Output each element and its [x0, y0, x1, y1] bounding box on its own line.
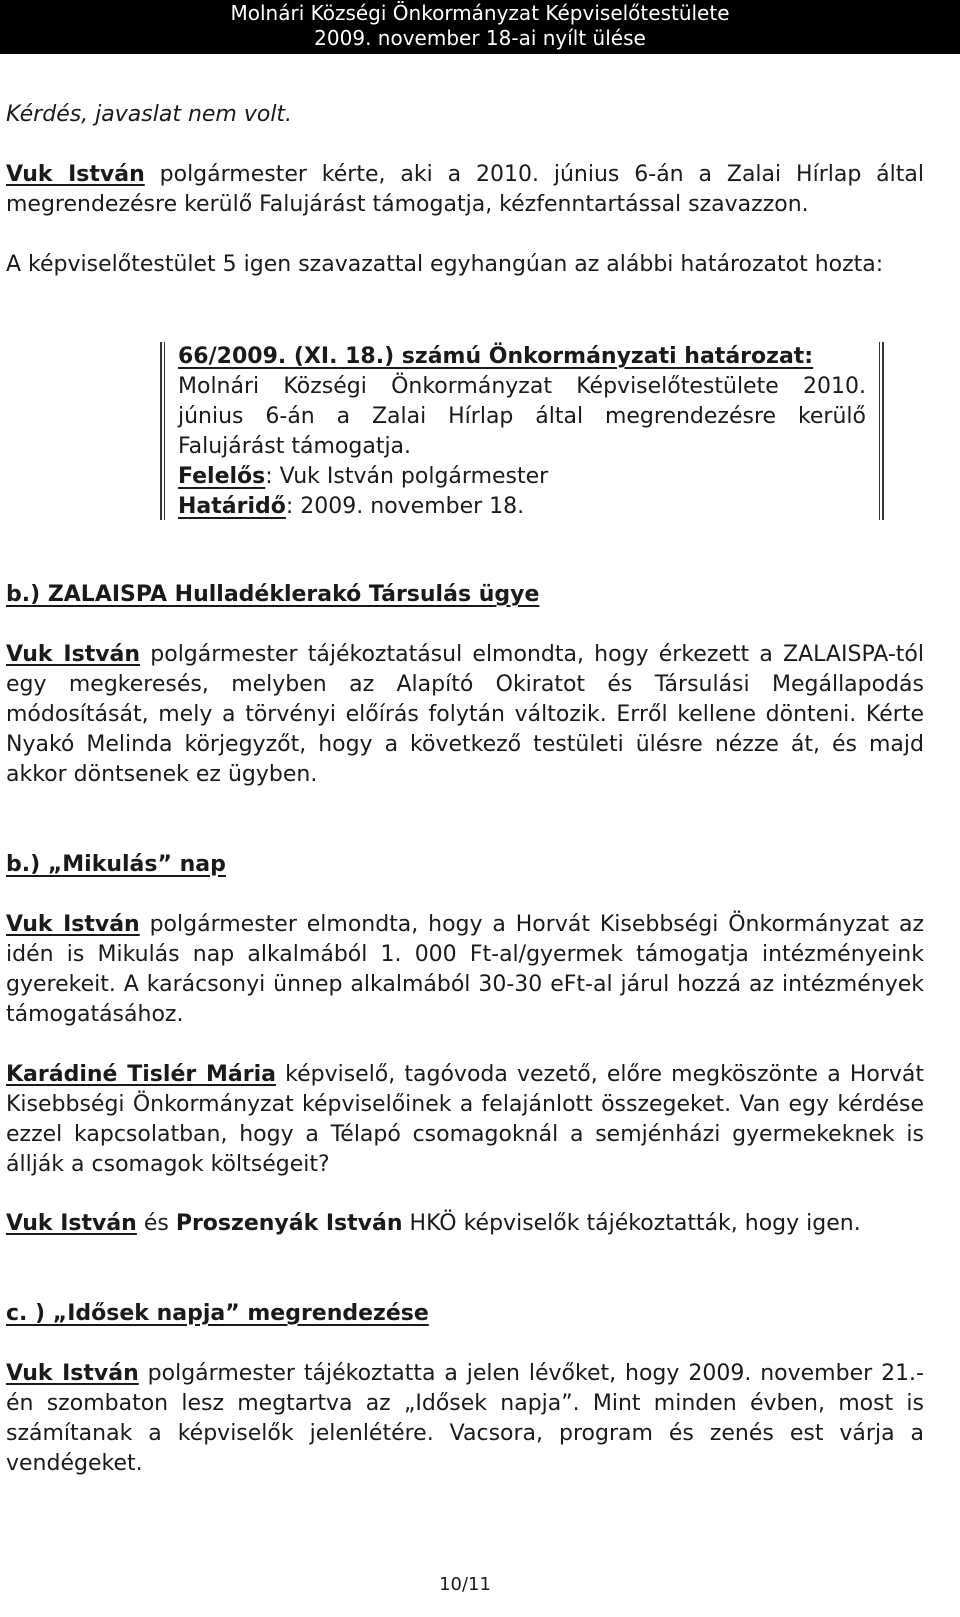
speaker-name: Vuk István [6, 642, 141, 667]
vote-request-paragraph [6, 160, 924, 220]
header-subtitle: 2009. november 18-ai nyílt ülése [314, 26, 646, 50]
responsible-value: : Vuk István polgármester [265, 464, 549, 489]
resolution-body: Molnári Községi Önkormányzat Képviselőtestülete 2010. június 6-án a Zalai Hírlap által megrendezésre kerülő Falujárást támogatja. [178, 374, 866, 459]
document-header [0, 0, 960, 54]
speaker-name: Vuk István [6, 162, 145, 187]
speaker-name: Proszenyák István [175, 1211, 403, 1236]
section-heading-mikulas: b.) „Mikulás” nap [6, 852, 226, 877]
speaker-name: Vuk István [6, 1211, 137, 1236]
conjunction-text: és [136, 1211, 176, 1236]
idosek-paragraph [6, 1359, 924, 1479]
resolution-border-left [160, 342, 162, 520]
deadline-label: Határidő [178, 494, 286, 519]
responsible-label: Felelős [178, 464, 266, 489]
paragraph-text: képviselő, tagóvoda vezető, előre megköszönte a Horvát Kisebbségi Önkormányzat képviselőinek a felajánlott összegeket. Van egy kérdése ezzel kapcsolatban, hogy a Télapó csomagoknál a semjénházi gyermekeknek is állják a csomagok költségeit? [6, 1062, 924, 1177]
paragraph-text: polgármester kérte, aki a 2010. június 6-án a Zalai Hírlap által megrendezésre kerülő Falujárást támogatja, kézfenntartással szavazzon. [6, 162, 924, 217]
section-heading-idosek: c. ) „Idősek napja” megrendezése [6, 1301, 429, 1326]
vote-result-paragraph: A képviselőtestület 5 igen szavazattal egyhangúan az alábbi határozatot hozta: [6, 252, 884, 277]
resolution-content [178, 342, 866, 522]
resolution-deadline [178, 492, 866, 522]
page-number: 10/11 [439, 1574, 491, 1595]
paragraph-text: polgármester tájékoztatásul elmondta, hogy érkezett a ZALAISPA-tól egy megkeresés, melyben az Alapító Okiratot és Társulási Megállapodás módosítását, mely a törvényi előírás folytán változik. Erről kellene dönteni. Kérte Nyakó Melinda körjegyzőt, hogy a következő testületi ülésre nézze át, és majd akkor döntsenek ez ügyben. [6, 642, 925, 787]
paragraph-text: HKÖ képviselők tájékoztatták, hogy igen. [402, 1211, 861, 1236]
resolution-responsible [178, 462, 866, 492]
resolution-title: 66/2009. (XI. 18.) számú Önkormányzati határozat: [178, 344, 814, 369]
header-title: Molnári Községi Önkormányzat Képviselőtestülete [230, 1, 730, 25]
mikulas-paragraph-2 [6, 1060, 924, 1180]
resolution-border-right [882, 342, 884, 520]
zalaispa-paragraph [6, 640, 924, 790]
section-heading-zalaispa: b.) ZALAISPA Hulladéklerakó Társulás ügye [6, 582, 540, 607]
resolution-box [160, 342, 884, 520]
deadline-value: : 2009. november 18. [285, 494, 525, 519]
no-questions-paragraph: Kérdés, javaslat nem volt. [6, 102, 293, 127]
speaker-name: Vuk István [6, 912, 140, 937]
paragraph-text: polgármester tájékoztatta a jelen lévőket, hogy 2009. november 21.-én szombaton lesz megtartva az „Idősek napja”. Mint minden évben, most is számítanak a képviselők jelenlétére. Vacsora, program és zenés est várja a vendégeket. [6, 1361, 924, 1476]
mikulas-paragraph-3 [6, 1209, 924, 1239]
speaker-name: Vuk István [6, 1361, 139, 1386]
speaker-name: Karádiné Tislér Mária [6, 1062, 276, 1087]
mikulas-paragraph-1 [6, 910, 924, 1030]
paragraph-text: polgármester elmondta, hogy a Horvát Kisebbségi Önkormányzat az idén is Mikulás nap alkalmából 1. 000 Ft-al/gyermek támogatja intézményeink gyerekeit. A karácsonyi ünnep alkalmából 30-30 eFt-al járul hozzá az intézmények támogatásához. [6, 912, 924, 1027]
